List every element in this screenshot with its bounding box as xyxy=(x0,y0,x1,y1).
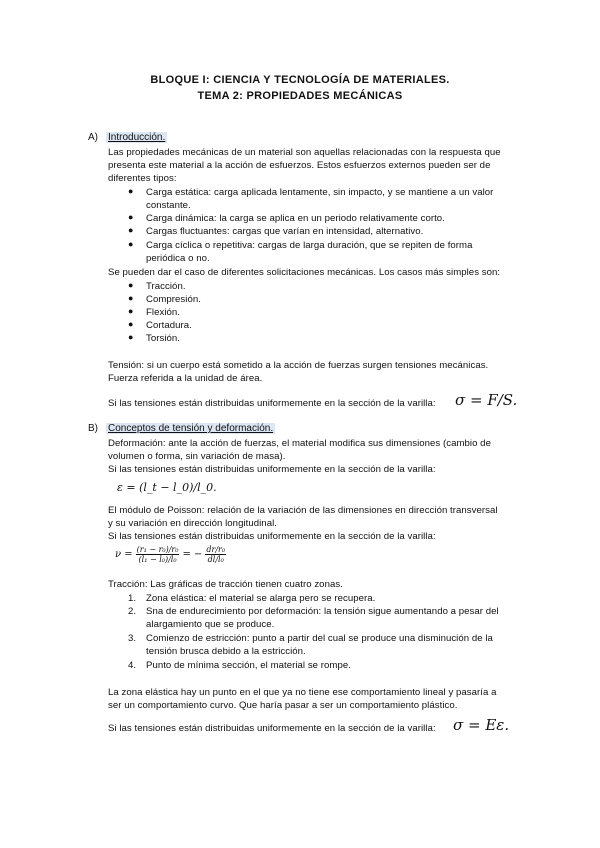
zone-number: 1. xyxy=(128,593,137,604)
elastic-note-line-2: ser un comportamiento curvo. Que haría pasar a ser un comportamiento plástico. xyxy=(108,700,458,711)
section-a-title: Introducción. xyxy=(108,132,166,143)
cases-intro: Se pueden dar el caso de diferentes solicitaciones mecánicas. Los casos más simples son: xyxy=(108,267,501,278)
poisson-lhs: ν = xyxy=(115,549,133,560)
bullet-icon: ● xyxy=(128,280,134,290)
deformation-line-2: volumen o forma, sin variación de masa). xyxy=(108,451,286,462)
poisson-fraction-2 xyxy=(205,545,226,564)
case-item: Torsión. xyxy=(146,333,180,344)
bullet-icon: ● xyxy=(128,293,134,303)
load-type-static-cont: constante. xyxy=(146,200,191,211)
bullet-icon: ● xyxy=(128,212,134,222)
uniform-text-a: Si las tensiones están distribuidas uniformemente en la sección de la varilla: xyxy=(108,398,436,409)
poisson-fraction-1 xyxy=(136,545,180,564)
zone-elastic: Zona elástica: el material se alarga pero se recupera. xyxy=(146,593,376,604)
poisson-num-2: dr/r₀ xyxy=(206,545,226,554)
zone-number: 3. xyxy=(128,633,137,644)
zone-necking-cont: tensión brusca debido a la estricción. xyxy=(146,646,306,657)
load-type-dynamic: Carga dinámica: la carga se aplica en un periodo relativamente corto. xyxy=(146,213,445,224)
section-a-letter: A) xyxy=(88,132,98,143)
traction-intro: Tracción: Las gráficas de tracción tienen cuatro zonas. xyxy=(108,579,343,590)
zone-number: 2. xyxy=(128,606,137,617)
poisson-mid: = − xyxy=(182,549,203,560)
bullet-icon: ● xyxy=(128,225,134,235)
load-type-cyclic: Carga cíclica o repetitiva: cargas de larga duración, que se repiten de forma xyxy=(146,240,473,251)
section-b-title: Conceptos de tensión y deformación. xyxy=(108,423,274,434)
formula-sigma: σ = F/S. xyxy=(455,391,518,409)
deformation-line-1: Deformación: ante la acción de fuerzas, el material modifica sus dimensiones (cambio de xyxy=(108,438,491,449)
case-item: Compresión. xyxy=(146,294,201,305)
tension-line-1: Tensión: si un cuerpo está sometido a la acción de fuerzas surgen tensiones mecánicas. xyxy=(108,360,489,371)
zone-hardening-cont: alargamiento que se produce. xyxy=(146,619,275,630)
load-type-cyclic-cont: periódica o no. xyxy=(146,253,210,264)
load-type-static: Carga estática: carga aplicada lentamente, sin impacto, y se mantiene a un valor xyxy=(146,187,494,198)
formula-hooke: σ = Eε. xyxy=(453,716,510,734)
case-item: Tracción. xyxy=(146,281,186,292)
document-title-line1: BLOQUE I: CIENCIA Y TECNOLOGÍA DE MATERIALES. xyxy=(150,74,450,86)
intro-line-1: Las propiedades mecánicas de un material son aquellas relacionadas con la respuesta que xyxy=(108,147,501,158)
uniform-text-b2: Si las tensiones están distribuidas uniformemente en la sección de la varilla: xyxy=(108,531,436,542)
intro-line-2: presenta este material a la acción de esfuerzos. Estos esfuerzos externos pueden ser de xyxy=(108,160,491,171)
section-b-letter: B) xyxy=(88,423,98,434)
document-title-line2: TEMA 2: PROPIEDADES MECÁNICAS xyxy=(197,90,403,102)
poisson-den-1: (l₁ − l₀)/l₀ xyxy=(138,555,177,564)
uniform-text-b3: Si las tensiones están distribuidas uniformemente en la sección de la varilla: xyxy=(108,723,436,734)
bullet-icon: ● xyxy=(128,306,134,316)
poisson-den-2: dl/l₀ xyxy=(207,555,224,564)
zone-hardening: Sna de endurecimiento por deformación: la tensión sigue aumentando a pesar del xyxy=(146,606,499,617)
zone-number: 4. xyxy=(128,660,137,671)
zone-fracture: Punto de mínima sección, el material se rompe. xyxy=(146,660,351,671)
case-item: Cortadura. xyxy=(146,320,192,331)
case-item: Flexión. xyxy=(146,307,180,318)
tension-line-2: Fuerza referida a la unidad de área. xyxy=(108,373,263,384)
uniform-text-b1: Si las tensiones están distribuidas uniformemente en la sección de la varilla: xyxy=(108,464,436,475)
poisson-num-1: (r₁ − r₀)/r₀ xyxy=(136,545,179,554)
bullet-icon: ● xyxy=(128,332,134,342)
poisson-line-2: y su variación en dirección longitudinal. xyxy=(108,518,277,529)
poisson-line-1: El módulo de Poisson: relación de la variación de las dimensiones en dirección transversal xyxy=(108,505,498,516)
load-type-fluctuating: Cargas fluctuantes: cargas que varían en intensidad, alternativo. xyxy=(146,226,424,237)
bullet-icon: ● xyxy=(128,239,134,249)
intro-line-3: diferentes tipos: xyxy=(108,173,177,184)
zone-necking: Comienzo de estricción: punto a partir del cual se produce una disminución de la xyxy=(146,633,493,644)
bullet-icon: ● xyxy=(128,186,134,196)
formula-strain: ε = (l_t − l_0)/l_0. xyxy=(117,481,217,494)
elastic-note-line-1: La zona elástica hay un punto en el que ya no tiene ese comportamiento lineal y pasaría a xyxy=(108,687,497,698)
formula-poisson xyxy=(115,545,226,564)
bullet-icon: ● xyxy=(128,319,134,329)
